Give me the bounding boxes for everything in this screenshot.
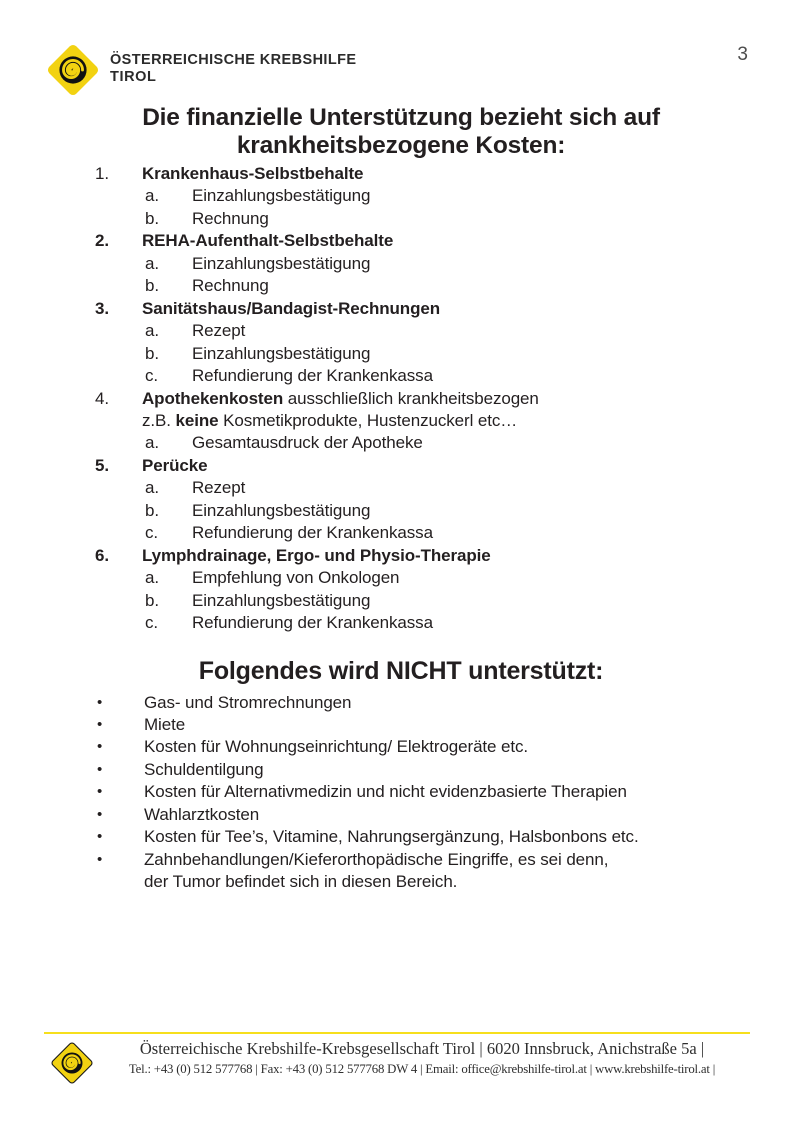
krebshilfe-logo-icon	[44, 41, 102, 99]
bullet-text: Schuldentilgung	[144, 759, 264, 779]
subitem-letter: c.	[145, 613, 159, 633]
page-title-line1: Die finanzielle Unterstützung bezieht sich auf	[142, 104, 660, 131]
item-text	[142, 230, 707, 252]
not-supported-list	[95, 692, 707, 894]
page-number: 3	[737, 44, 748, 65]
subitem-letter: a.	[145, 186, 159, 206]
lettered-subitem	[95, 477, 707, 499]
bullet-dot: •	[97, 828, 103, 846]
subitem-text: Einzahlungsbestätigung	[192, 186, 371, 206]
text-segment: Lymphdrainage, Ergo- und Physio-Therapie	[142, 545, 491, 565]
bullet-item	[95, 736, 707, 758]
bullet-item	[95, 781, 707, 803]
text-segment: z.B.	[142, 410, 176, 430]
lettered-subitem	[95, 432, 707, 454]
lettered-subitem	[95, 590, 707, 612]
bullet-dot: •	[97, 715, 103, 733]
subitem-letter: a.	[145, 321, 159, 341]
bullet-item-continuation	[95, 871, 707, 893]
text-segment: Apothekenkosten	[142, 388, 284, 408]
item-text	[142, 163, 707, 185]
lettered-subitem	[95, 185, 707, 207]
bullet-dot: •	[97, 805, 103, 823]
lettered-subitem	[95, 208, 707, 230]
org-name-line2: TIROL	[110, 69, 157, 85]
item-number: 5.	[95, 455, 109, 475]
lettered-subitem	[95, 612, 707, 634]
text-segment: keine	[175, 410, 219, 430]
bullet-text: Kosten für Alternativmedizin und nicht evidenzbasierte Therapien	[144, 782, 627, 802]
text-segment: ausschließlich krankheitsbezogen	[283, 388, 539, 408]
item-number: 2.	[95, 231, 109, 251]
subitem-letter: b.	[145, 590, 159, 610]
footer-contact-line: Tel.: +43 (0) 512 577768 | Fax: +43 (0) 512 577768 DW 4 | Email: office@krebshilfe-tirol.at | www.krebshilfe-tirol.at |	[128, 1062, 716, 1076]
text-segment: Sanitätshaus/Bandagist-Rechnungen	[142, 298, 441, 318]
subitem-letter: a.	[145, 478, 159, 498]
item-text	[142, 455, 707, 477]
item-number: 4.	[95, 388, 109, 408]
numbered-item	[95, 163, 707, 185]
subitem-letter: a.	[145, 568, 159, 588]
footer-address-line: Österreichische Krebshilfe-Krebsgesellschaft Tirol | 6020 Innsbruck, Anichstraße 5a |	[139, 1039, 705, 1058]
bullet-item	[95, 849, 707, 871]
subitem-text: Rezept	[192, 478, 246, 498]
bullet-text: Gas- und Stromrechnungen	[144, 692, 352, 712]
subitem-letter: a.	[145, 433, 159, 453]
bullet-text: der Tumor befindet sich in diesen Bereich.	[144, 872, 458, 892]
numbered-item	[95, 455, 707, 477]
item-number: 3.	[95, 298, 109, 318]
lettered-subitem	[95, 365, 707, 387]
lettered-subitem	[95, 253, 707, 275]
text-segment: Perücke	[142, 455, 208, 475]
bullet-dot: •	[97, 738, 103, 756]
bullet-text: Wahlarztkosten	[144, 804, 260, 824]
krebshilfe-logo-icon-small	[48, 1039, 96, 1092]
item-text	[142, 410, 707, 432]
subitem-text: Refundierung der Krankenkassa	[192, 366, 433, 386]
subitem-text: Rechnung	[192, 208, 269, 228]
item-text	[142, 298, 707, 320]
subitem-letter: b.	[145, 343, 159, 363]
item-text	[142, 545, 707, 567]
subitem-text: Refundierung der Krankenkassa	[192, 613, 433, 633]
bullet-item	[95, 826, 707, 848]
subitem-letter: b.	[145, 500, 159, 520]
lettered-subitem	[95, 522, 707, 544]
item-number-spacer	[95, 410, 142, 432]
item-number: 1.	[95, 164, 109, 183]
subitem-letter: b.	[145, 208, 159, 228]
subitem-text: Rezept	[192, 321, 246, 341]
text-segment: REHA-Aufenthalt-Selbstbehalte	[142, 231, 394, 251]
page-title	[95, 104, 707, 160]
numbered-item	[95, 298, 707, 320]
bullet-text: Kosten für Tee’s, Vitamine, Nahrungsergänzung, Halsbonbons etc.	[144, 827, 639, 847]
numbered-item	[95, 230, 707, 252]
org-name	[110, 52, 356, 86]
bullet-dot: •	[97, 783, 103, 801]
lettered-subitem	[95, 567, 707, 589]
bullet-text: Kosten für Wohnungseinrichtung/ Elektrogeräte etc.	[144, 737, 529, 757]
subitem-text: Refundierung der Krankenkassa	[192, 523, 433, 543]
main-content	[95, 104, 707, 894]
bullet-item	[95, 759, 707, 781]
bullet-spacer	[95, 871, 144, 893]
bullet-dot: •	[97, 693, 103, 711]
org-name-line1: ÖSTERREICHISCHE KREBSHILFE	[110, 52, 357, 68]
subitem-text: Einzahlungsbestätigung	[192, 343, 371, 363]
footer-divider	[44, 1032, 750, 1034]
subitem-text: Empfehlung von Onkologen	[192, 568, 400, 588]
footer-contact	[96, 1038, 748, 1078]
text-segment: Kosmetikprodukte, Hustenzuckerl etc…	[218, 410, 518, 430]
item-text	[142, 388, 707, 410]
text-segment: Krankenhaus-Selbstbehalte	[142, 164, 364, 183]
subitem-letter: c.	[145, 523, 159, 543]
lettered-subitem	[95, 500, 707, 522]
bullet-text: Miete	[144, 714, 186, 734]
subitem-text: Gesamtausdruck der Apotheke	[192, 433, 423, 453]
subitem-text: Einzahlungsbestätigung	[192, 590, 371, 610]
header	[44, 41, 356, 99]
supported-list	[95, 163, 707, 635]
bullet-text: Zahnbehandlungen/Kieferorthopädische Eingriffe, es sei denn,	[144, 849, 609, 869]
subitem-text: Rechnung	[192, 276, 269, 296]
subitem-letter: c.	[145, 366, 159, 386]
bullet-item	[95, 692, 707, 714]
subitem-text: Einzahlungsbestätigung	[192, 253, 371, 273]
lettered-subitem	[95, 275, 707, 297]
bullet-item	[95, 714, 707, 736]
lettered-subitem	[95, 320, 707, 342]
not-supported-heading: Folgendes wird NICHT unterstützt:	[198, 656, 604, 685]
bullet-item	[95, 804, 707, 826]
numbered-item-continuation	[95, 410, 707, 432]
numbered-item	[95, 545, 707, 567]
numbered-item	[95, 388, 707, 410]
lettered-subitem	[95, 343, 707, 365]
subitem-letter: b.	[145, 276, 159, 296]
subitem-letter: a.	[145, 253, 159, 273]
bullet-dot: •	[97, 850, 103, 868]
subitem-text: Einzahlungsbestätigung	[192, 500, 371, 520]
page-title-line2: krankheitsbezogene Kosten:	[236, 132, 566, 159]
item-number: 6.	[95, 545, 109, 565]
bullet-dot: •	[97, 760, 103, 778]
